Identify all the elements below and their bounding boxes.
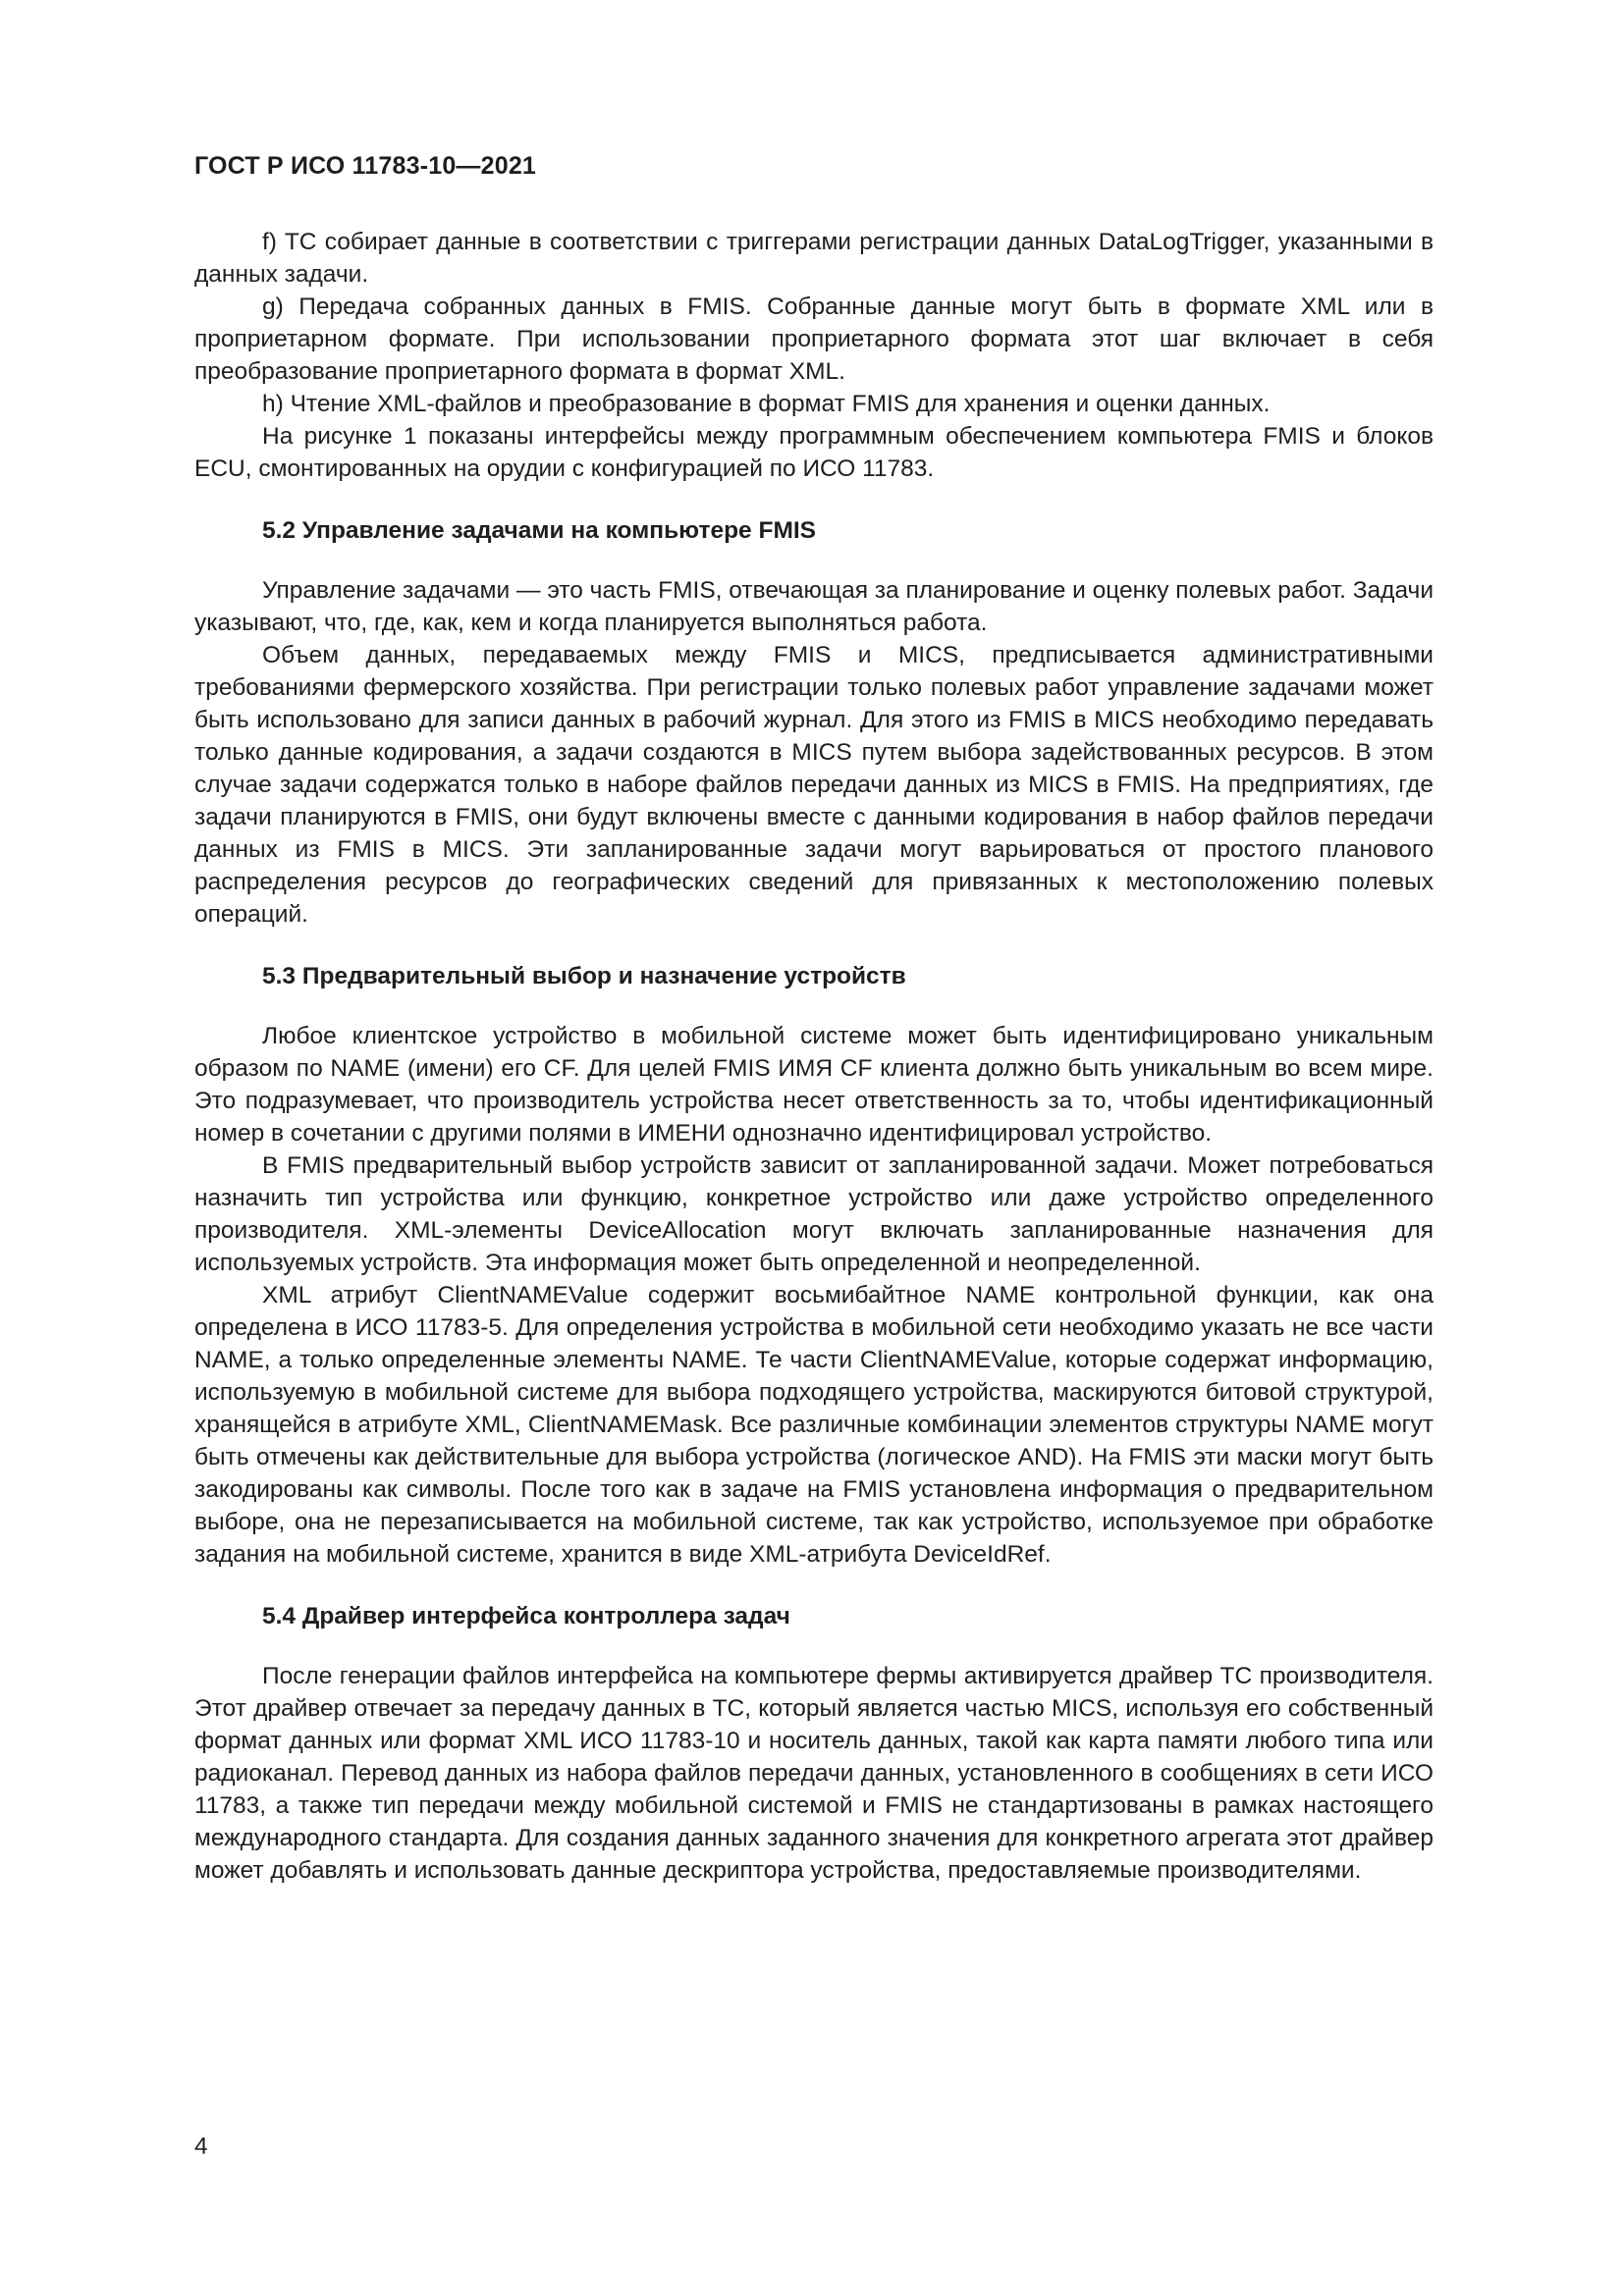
section-5-3-paragraph: В FMIS предварительный выбор устройств зависит от запланированной задачи. Может потребоваться назначить тип устройства или функцию, конкретное устройство или даже устройство определенного производителя. XML-элементы DeviceAllocation могут включать запланированные назначения для используемых устройств. Эта информация может быть определенной и неопределенной. <box>194 1152 1434 1276</box>
paragraph-item-h: h) Чтение XML-файлов и преобразование в формат FMIS для хранения и оценки данных. <box>262 391 1271 417</box>
paragraph-item-f: f) TC собирает данные в соответствии с триггерами регистрации данных DataLogTrigger, указанными в данных задачи. <box>194 229 1434 288</box>
page-number: 4 <box>194 2133 208 2160</box>
section-5-3-paragraph: Любое клиентское устройство в мобильной системе может быть идентифицировано уникальным образом по NAME (имени) его CF. Для целей FMIS ИМЯ CF клиента должно быть уникальным во всем мире. Это подразумевает, что производитель устройства несет ответственность за то, чтобы идентификационный номер в сочетании с другими полями в ИМЕНИ однозначно идентифицировал устройство. <box>194 1023 1434 1147</box>
paragraph-figure-reference: На рисунке 1 показаны интерфейсы между программным обеспечением компьютера FMIS и блоков ECU, смонтированных на орудии с конфигурацией по ИСО 11783. <box>194 423 1434 482</box>
document-body <box>194 226 1434 1887</box>
section-5-2-paragraph: Управление задачами — это часть FMIS, отвечающая за планирование и оценку полевых работ. Задачи указывают, что, где, как, кем и когда планируется выполняться работа. <box>194 577 1434 636</box>
section-heading-5-2: 5.2 Управление задачами на компьютере FMIS <box>262 517 817 544</box>
section-heading-5-3: 5.3 Предварительный выбор и назначение устройств <box>262 963 906 989</box>
section-5-3-paragraph: XML атрибут ClientNAMEValue содержит восьмибайтное NAME контрольной функции, как она определена в ИСО 11783-5. Для определения устройства в мобильной сети необходимо указать не все части NAME, а только определенные элементы NAME. Те части ClientNAMEValue, которые содержат информацию, используемую в мобильной системе для выбора подходящего устройства, маскируются битовой структурой, хранящейся в атрибуте XML, ClientNAMEMask. Все различные комбинации элементов структуры NAME могут быть отмечены как действительные для выбора устройства (логическое AND). На FMIS эти маски могут быть закодированы как символы. После того как в задаче на FMIS установлена информация о предварительном выборе, она не перезаписывается на мобильной системе, так как устройство, используемое при обработке задания на мобильной системе, хранится в виде XML-атрибута DeviceIdRef. <box>194 1282 1434 1568</box>
paragraph-item-g: g) Передача собранных данных в FMIS. Собранные данные могут быть в формате XML или в проприетарном формате. При использовании проприетарного формата этот шаг включает в себя преобразование проприетарного формата в формат XML. <box>194 294 1434 385</box>
document-header: ГОСТ Р ИСО 11783-10—2021 <box>194 152 537 180</box>
section-heading-5-4: 5.4 Драйвер интерфейса контроллера задач <box>262 1603 790 1629</box>
section-5-2-paragraph: Объем данных, передаваемых между FMIS и MICS, предписывается административными требованиями фермерского хозяйства. При регистрации только полевых работ управление задачами может быть использовано для записи данных в рабочий журнал. Для этого из FMIS в MICS необходимо передавать только данные кодирования, а задачи создаются в MICS путем выбора задействованных ресурсов. В этом случае задачи содержатся только в наборе файлов передачи данных из MICS в FMIS. На предприятиях, где задачи планируются в FMIS, они будут включены вместе с данными кодирования в набор файлов передачи данных из FMIS в MICS. Эти запланированные задачи могут варьироваться от простого планового распределения ресурсов до географических сведений для привязанных к местоположению полевых операций. <box>194 642 1434 928</box>
section-5-4-paragraph: После генерации файлов интерфейса на компьютере фермы активируется драйвер TC производителя. Этот драйвер отвечает за передачу данных в TC, который является частью MICS, используя его собственный формат данных или формат XML ИСО 11783-10 и носитель данных, такой как карта памяти любого типа или радиоканал. Перевод данных из набора файлов передачи данных, установленного в сообщениях в сети ИСО 11783, а также тип передачи между мобильной системой и FMIS не стандартизованы в рамках настоящего международного стандарта. Для создания данных заданного значения для конкретного агрегата этот драйвер может добавлять и использовать данные дескриптора устройства, предоставляемые производителями. <box>194 1663 1434 1884</box>
